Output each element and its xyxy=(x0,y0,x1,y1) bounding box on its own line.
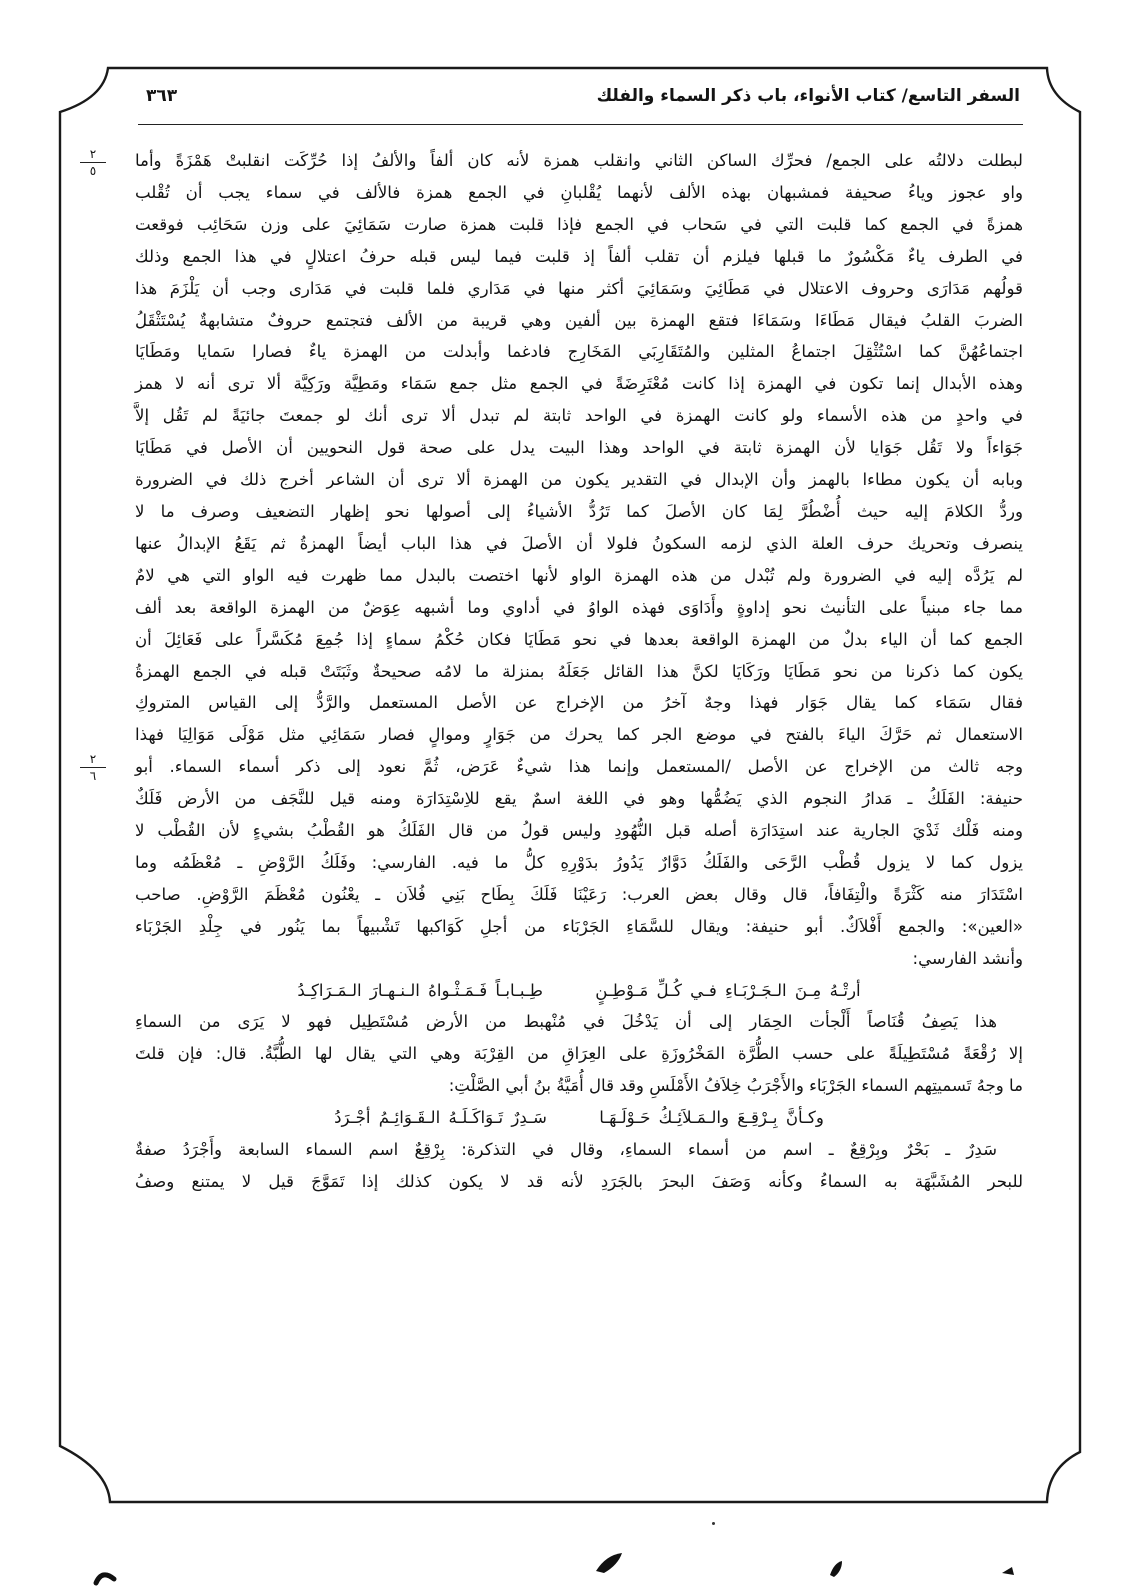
text-line: اجتماعُهُنَّ كما اسْتُثْقِلَ اجتماعُ المثلين والمُتَقَارِبَي المَخَارِج فادغما وأبدلت من الهمزة ياءٌ فصارا سَمايا ومَطَايَا xyxy=(135,342,1023,362)
text-line: واو عجوز وياءُ صحيفة فمشبهان بهذه الألف لأنهما يُقْلبانِ في الجمع همزة فالألف في سماء يجب أن تُقْلب xyxy=(135,182,1023,202)
running-header xyxy=(140,84,1020,114)
margin-mark-denominator: ٦ xyxy=(89,769,97,783)
text-line: الضربَ القلبُ فيقال مَطَاءَا وسَمَاءَا فتقع الهمزة بين ألفين وهي قريبة من الألف فتجتمع حروفٌ متشابهةٌ يُسْتَثْقَلُ xyxy=(135,310,1023,330)
text-line: حنيفة: الفَلَكُ ـ مَدارُ النجوم الذي يَضُمُّها وهو في اللغة اسمٌ يقع للاِسْتِدَارَة ومنه قيل للنَّجَف من الأرض فَلَكٌ xyxy=(135,789,1023,809)
header-divider xyxy=(138,124,1023,125)
text-line: ما وجهُ تَسميتِهم السماء الجَرْبَاء والأَجْرَبُ خِلاَفُ الأَمْلَسِ وقد قال أُمَيَّةُ بنُ أبي الصَّلْتِ: xyxy=(448,1076,1023,1096)
text-line: للبحر المُشَبَّهَة به السماءُ وكأنه وَصَفَ البحرَ بالجَرَدِ لأنه قد لا يكون كذلك إذا تَمَوَّجَ قيل لا يمتنع وصفُ xyxy=(135,1172,1023,1191)
text-line: وردُّ الكلامَ إليه حيث أُضْطُرَّ لِمَا كان الأصلَ كما تَرُدُّ الأشياءُ إلى أصولها نحو إظهار التضعيف وصرف ما لا xyxy=(135,501,1023,521)
text-line: لبطلت دلالتُه على الجمع/ فحرِّك الساكن الثاني وانقلب همزة لأنه كان ألفاً والألفُ إذا حُرِّكَت انقلبتْ هَمْزَةً وأما xyxy=(135,151,1023,170)
text-line: همزةً في الجمع كما قلبت التي في سَحاب في الجمع فإذا قلبت همزة صارت سَمَائِيَ على وزن سَحَائِب فوقعت xyxy=(135,214,1023,234)
running-title: السفر التاسع/ كتاب الأنواء، باب ذكر السماء والفلك xyxy=(596,86,1020,106)
text-line: لم يَرُدَّه إليه في الضرورة ولم تُبْدل من هذه الهمزة الواو لأنها اختصت بالبدل مما ظهرت فيه الواو التي هي لامٌ xyxy=(135,565,1023,585)
margin-mark-denominator: ٥ xyxy=(89,164,97,178)
text-line: وجه ثالث من الإخراج عن الأصل /المستعمل وإنما هذا شيءٌ عَرَض، ثُمَّ نعود إلى ذكر أسماء السماء. أبو xyxy=(135,757,1023,777)
text-line: يزول كما لا يزول قُطْب الرَّحَى والفَلَكُ دَوَّارٌ يَدُورُ بدَوْرِهِ كلُّ ما فيه. الفارسي: وفَلَكُ الرَّوْضِ ـ مُعْظَمُه وما xyxy=(135,852,1023,872)
margin-mark-numerator: ٢ xyxy=(89,752,97,766)
text-line: وبابه أن يكون مطاءا بالهمز وأن الإبدال في التقدير يكون من الهمزة ألا ترى أن الشاعر أخرج ذلك في الضرورة xyxy=(135,470,1023,490)
margin-folio-mark xyxy=(80,752,106,783)
text-line: الاستعمال ثم حَرَّكَ الياءَ بالفتح في موضع الجر كما يحرك من جَوَارٍ وموالٍ فصار سَمَائِي مثل مَوْلَى مَوَالِيَا فهذا xyxy=(135,725,1023,745)
text-line: إلا رُقْعَةً مُسْتَطِيلَةً على حسب الطُّرَّة المَخْرُوزَةِ على العِرَاقِ من القِرْبَة وهي التي يقال لها الطُّبَّةُ. قال: فإن قلتَ xyxy=(135,1044,1023,1064)
poetry-verse xyxy=(135,1102,1023,1134)
text-line: وأنشد الفارسي: xyxy=(912,948,1023,968)
text-line: يكون كما ذكرنا من نحو مَطَايَا ورَكَايَا لكنَّ هذا القائل جَعَلَهُ بمنزلة ما لامُه صحيحةٌ وثَبَتَتْ قبله في الجمع الهمزةُ xyxy=(135,661,1023,681)
text-line: الجمع كما أن الياء بدلٌ من الهمزة الواقعة بعدها في نحو مَطَايَا فكان حُكْمُ سماءٍ إذا جُمِعَ مُكَسَّراً على فَعَائِلَ أن xyxy=(135,629,1023,649)
text-line: هذا يَصِفُ قُنَاصاً أَلْجأت الحِمَار إلى أن يَدْخُلَ في مُنْهبط من الأرض مُسْتَطِيل فهو لا يَرَى من السماءِ xyxy=(135,1012,997,1032)
page-number: ٣٦٣ xyxy=(146,86,178,106)
text-line: «العين»: والجمع أَفْلاَكٌ. أبو حنيفة: ويقال للسَّمَاءِ الجَرْبَاء من أجلِ كَوَاكبها تَشْبيهاً بما يَنُور في جِلْدِ الجَرْبَاء xyxy=(135,916,1023,936)
text-line: مما جاء مبنياً على التأنيث نحو إداوةٍ وأَدَاوَى فهذه الواوُ في أداوي وما أشبهه عِوَضٌ من الهمزة الواقعة بعد ألف xyxy=(135,597,1023,617)
text-line: في الطرف ياءٌ مَكْسُورٌ ما قبلها فيلزم أن تقلب ألفاً إذ قلبت فيما ليس قبله حرفُ اعتلالٍ في هذا الجمع وذلك xyxy=(135,246,1023,266)
text-line: فقال سَمَاء كما يقال جَوَار فهذا وجهٌ آخرُ من الإخراج عن الأصل المستعمل والرَّدُّ إلى القياس المتروكِ xyxy=(135,693,1023,713)
scan-edge-marks xyxy=(0,1545,1126,1590)
text-line: في واحدٍ من هذه الأسماء ولو كانت الهمزة في الواحد ثابتة لم تبدل ألا ترى أنك لو جمعتَ جائيَةً لم تَقُل إلاَّ xyxy=(135,406,1023,426)
text-line: سَدِرٌ ـ بَحْرٌ وبِرْقِعٌ ـ اسم من أسماء السماءِ، وقال في التذكرة: بِرْقِعٌ اسم السماء السابعة وأَجْرَدُ صفةٌ xyxy=(135,1140,997,1160)
verse-second-hemistich: سَـدِرٌ تَـوَاكَـلَـهُ الـقَـوَائِـمُ أجْـرَدُ xyxy=(334,1108,547,1128)
verse-first-hemistich: وكـأنَّ بِـرْقِـعَ والـمَـلاَئِـكُ حَـوْلَـهَـا xyxy=(599,1108,824,1128)
scan-speck xyxy=(712,1522,715,1525)
text-line: جَوَاءاً ولا تَقُل جَوَايا لأن الهمزة ثابتة في الواحد وهذا البيت يدل على صحة قول النحويين أن الأصل في مَطَايَا xyxy=(135,438,1023,458)
verse-first-hemistich: أرتْـهُ مِـنَ الـجَـرْبَـاءِ فـي كُـلِّ مَـوْطِـنٍ xyxy=(595,980,861,1000)
verse-second-hemistich: طِـبـابـاً فَـمَـثْـواهُ الـنـهـارَ الـمَـرَاكِـدُ xyxy=(297,980,543,1000)
poetry-verse xyxy=(135,975,1023,1007)
text-line: اسْتَدَارَ منه كَثْرَةً والْتِفَافاً، قال وقال بعض العرب: رَعَيْنَا فَلَكَ بِطَاح بَنِي فُلاَن ـ يعْنُون مُعْظَمَ الرَّوْضِ. صاحب xyxy=(135,884,1023,904)
text-line: وهذه الأبدال إنما تكون في الهمزة إذا كانت مُعْتَرِضَةً في الجمع مثل جمع سَمَاء ومَطِيَّة ورَكِيَّة ألا ترى أنه لا همز xyxy=(135,374,1023,394)
text-line: ومنه فَلْك ثَدْيَ الجارية عند استِدَارَة أصله قبل النُّهُودِ وليس قولُ من قال الفَلَكُ هو القُطْبُ بشيءٍ لأن القُطْب لا xyxy=(135,821,1023,841)
text-line: قولُهم مَدَارَى وحروف الاعتلال في مَطَائِيَ وسَمَائِيَ أكثر منها في مَدَاري فلما قلبت في مَدَارى وجب أن يَلْزَمَ هذا xyxy=(135,278,1023,298)
main-text xyxy=(135,145,1023,1198)
margin-mark-numerator: ٢ xyxy=(89,147,97,161)
text-line: ينصرف وتحريك حرف العلة الذي لزمه السكونُ فلولا أن الأصلَ في هذا الباب أيضاً الهمزةُ ثم يَقَعُ الإبدالُ عنها xyxy=(135,533,1023,553)
margin-folio-mark xyxy=(80,147,106,178)
